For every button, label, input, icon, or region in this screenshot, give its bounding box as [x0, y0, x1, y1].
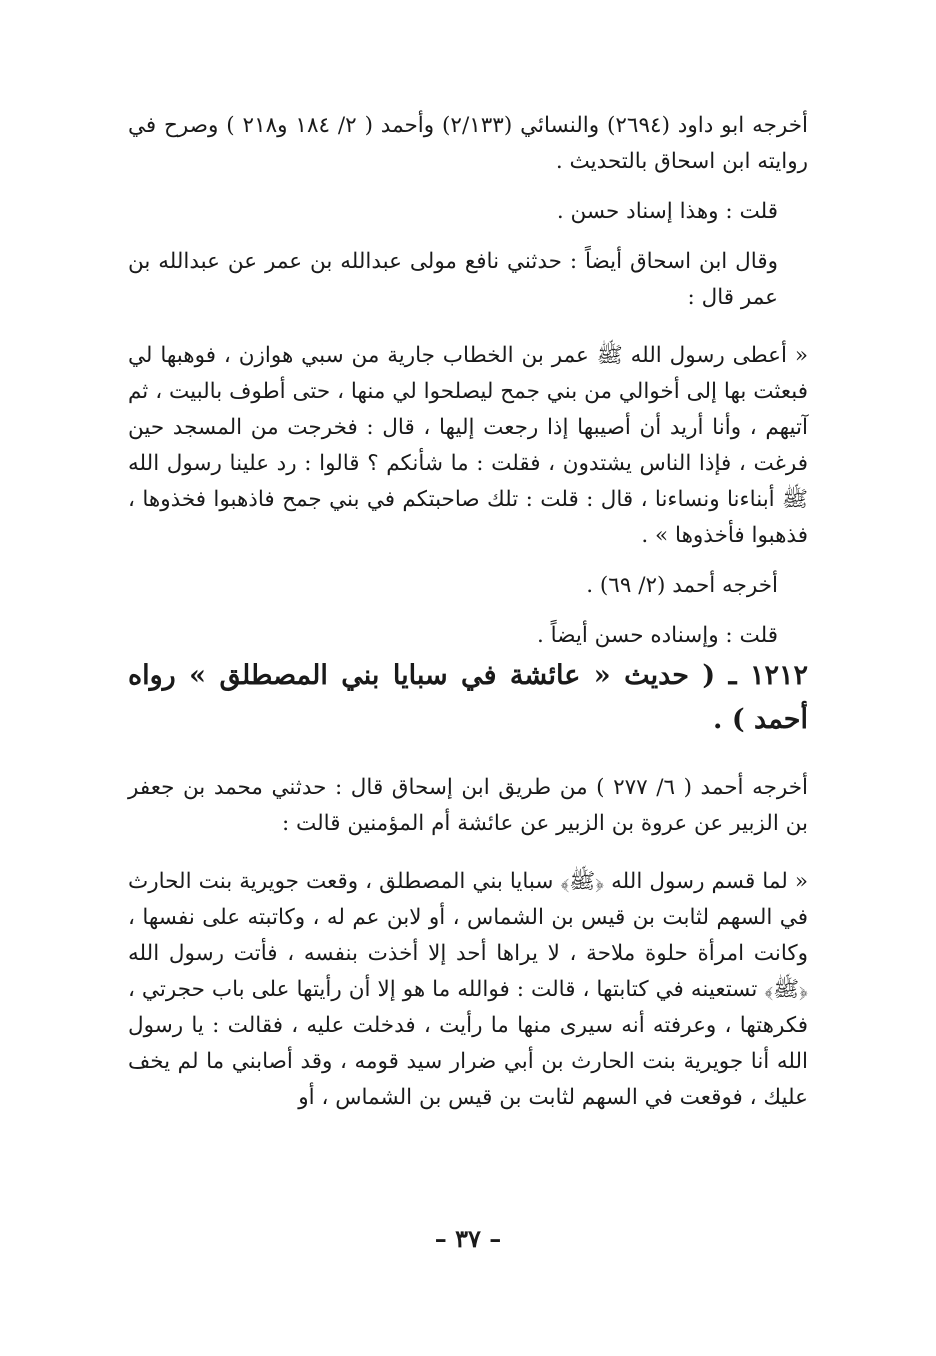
citation-paragraph-2: أخرجه أحمد (٢/ ٦٩) . — [586, 573, 778, 598]
isnad-paragraph-1: وقال ابن اسحاق أيضاً : حدثني نافع مولى عبدالله بن عمر عن عبدالله بن عمر قال : — [128, 249, 778, 310]
page-body — [128, 108, 808, 1116]
citation-paragraph-1: أخرجه ابو داود (٢٦٩٤) والنسائي (٢/١٣٣) وأحمد ( ٢/ ١٨٤ و٢١٨ ) وصرح في روايته ابن اسحاق بالتحديث . — [128, 113, 809, 174]
page-number: – ٣٧ – — [434, 1224, 502, 1253]
hadith-text-1: « أعطى رسول الله ﷺ عمر بن الخطاب جارية من سبي هوازن ، فوهبها لي فبعثت بها إلى أخوالي من بني جمح ليصلحوا لي منها ، حتى أطوف بالبيت ، ثم آتيهم ، وأنا أريد أن أصيبها إذا رجعت إليها ، قال : فخرجت من المسجد حين فرغت ، فإذا الناس يشتدون ، فقلت : ما شأنكم ؟ قالوا : رد علينا رسول الله ﷺ أبناءنا ونساءنا ، قال : قلت : تلك صاحبتكم في بني جمح فاذهبوا فخذوها ، فذهبوا فأخذوها » . — [128, 343, 808, 548]
author-remark-1: قلت : وهذا إسناد حسن . — [556, 199, 778, 224]
hadith-heading-1212: ١٢١٢ ـ ( حديث « عائشة في سبايا بني المصطلق » رواه أحمد ) . — [128, 660, 808, 735]
author-remark-2: قلت : وإسناده حسن أيضاً . — [537, 623, 778, 648]
citation-paragraph-3: أخرجه أحمد ( ٦/ ٢٧٧ ) من طريق ابن إسحاق قال : حدثني محمد بن جعفر بن الزبير عن عروة بن الزبير عن عائشة أم المؤمنين قالت : — [128, 775, 809, 836]
hadith-text-2: « لما قسم رسول الله ﴿ﷺ﴾ سبايا بني المصطلق ، وقعت جويرية بنت الحارث في السهم لثابت بن قيس بن الشماس ، أو لابن عم له ، وكاتبته على نفسها ، وكانت امرأة حلوة ملاحة ، لا يراها أحد إلا أخذت بنفسه ، فأتت رسول الله ﴿ﷺ﴾ تستعينه في كتابتها ، قالت : فوالله ما هو إلا أن رأيتها على باب حجرتي ، فكرهتها ، وعرفته أنه سيرى منها ما رأيت ، فدخلت عليه ، فقالت : يا رسول الله أنا جويرية بنت الحارث بن أبي ضرار سيد قومه ، وقد أصابني ما لم يخف عليك ، فوقعت في السهم لثابت بن قيس بن الشماس ، أو — [128, 869, 808, 1110]
